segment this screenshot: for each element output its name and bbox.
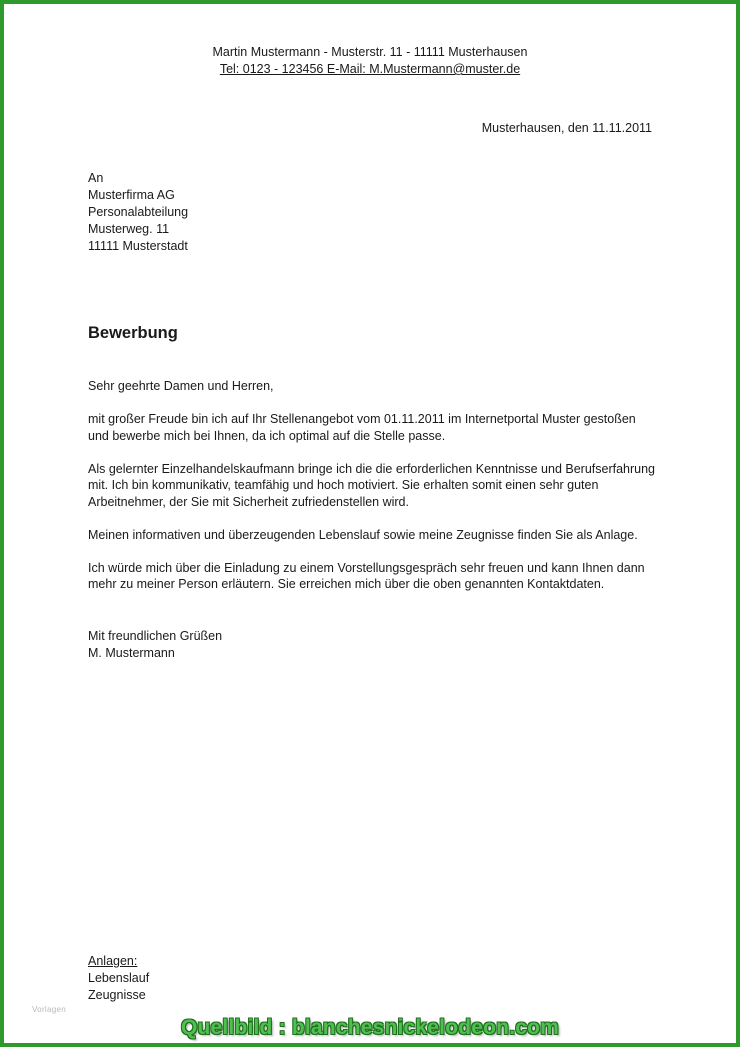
recipient-line: 11111 Musterstadt <box>88 239 188 253</box>
body-paragraph: mit großer Freude bin ich auf Ihr Stellenangebot vom 01.11.2011 im Internetportal Muster gestoßen und bewerbe mich bei Ihnen, da ich optimal auf die Stelle passe. <box>88 412 636 443</box>
attachment-item: Lebenslauf <box>88 971 150 985</box>
recipient-line: An <box>88 171 104 185</box>
body-paragraph: Ich würde mich über die Einladung zu einem Vorstellungsgespräch sehr freuen und kann Ihnen dann mehr zu meiner Person erläutern. Sie erreichen mich über die oben genannten Kontaktdaten. <box>88 560 645 591</box>
letter-subject: Bewerbung <box>88 324 178 342</box>
recipient-line: Musterweg. 11 <box>88 222 170 236</box>
attachments-title: Anlagen: <box>88 954 138 968</box>
letter-body <box>88 378 658 609</box>
letter-date: Musterhausen, den 11.11.2011 <box>481 121 652 135</box>
sender-contact: Tel: 0123 - 123456 E-Mail: M.Mustermann@muster.de <box>219 62 521 76</box>
recipient-line: Personalabteilung <box>88 205 189 219</box>
salutation: Sehr geehrte Damen und Herren, <box>88 379 274 393</box>
attachments-list <box>88 953 149 1004</box>
body-paragraph: Als gelernter Einzelhandelskaufmann bringe ich die die erforderlichen Kenntnisse und Berufserfahrung mit. Ich bin kommunikativ, teamfähig und hoch motiviert. Sie erhalten somit einen sehr guten Arbeitnehmer, der Sie mit Sicherheit zufriedenstellen wird. <box>88 461 656 509</box>
attachment-item: Zeugnisse <box>88 988 146 1002</box>
recipient-line: Musterfirma AG <box>88 188 175 202</box>
sender-header <box>0 44 740 78</box>
recipient-address <box>88 170 188 255</box>
signature-name: M. Mustermann <box>88 646 175 660</box>
small-watermark: Vorlagen <box>32 1005 66 1014</box>
closing-greeting: Mit freundlichen Grüßen <box>88 629 223 643</box>
source-credit-watermark: Quellbild : blanchesnickelodeon.com <box>180 1016 560 1039</box>
letter-closing <box>88 628 222 662</box>
body-paragraph: Meinen informativen und überzeugenden Lebenslauf sowie meine Zeugnisse finden Sie als Anlage. <box>88 527 638 542</box>
sender-address: Martin Mustermann - Musterstr. 11 - 11111 Musterhausen <box>212 45 528 59</box>
